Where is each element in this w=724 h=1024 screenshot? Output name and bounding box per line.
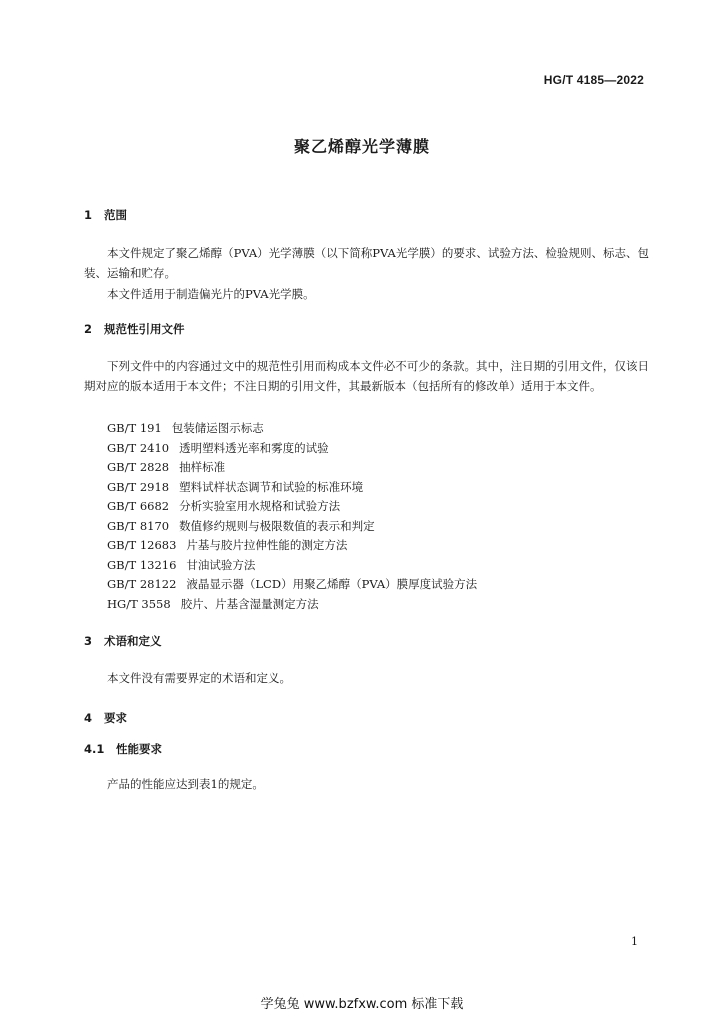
reference-item [107, 536, 477, 556]
page-number: 1 [631, 935, 638, 948]
standard-code: HG/T 4185—2022 [543, 73, 644, 87]
reference-code: GB/T 191 [107, 421, 162, 435]
reference-item [107, 556, 477, 576]
reference-code: GB/T 2410 [107, 440, 170, 455]
reference-code: GB/T 8170 [107, 518, 170, 533]
section-1-paragraph-2: 本文件适用于制造偏光片的PVA光学膜。 [107, 287, 315, 301]
watermark-footer: 学兔兔 www.bzfxw.com 标准下载 [260, 997, 464, 1012]
reference-title: 塑料试样状态调节和试验的标准环境 [179, 479, 364, 494]
reference-title: 甘油试验方法 [186, 557, 256, 572]
subsection-4-1-paragraph: 产品的性能应达到表1的规定。 [107, 777, 264, 791]
reference-item [107, 478, 477, 498]
reference-item [107, 419, 477, 439]
subsection-4-1-heading [84, 741, 162, 757]
reference-title: 包装储运图示标志 [171, 421, 264, 435]
reference-code: GB/T 2828 [107, 460, 170, 474]
reference-item [107, 575, 477, 595]
section-title: 要求 [104, 711, 127, 725]
section-title: 规范性引用文件 [104, 322, 185, 336]
section-1-heading [84, 207, 127, 223]
section-number: 3 [84, 634, 93, 648]
reference-title: 透明塑料透光率和雾度的试验 [179, 440, 329, 455]
section-number: 2 [84, 322, 93, 336]
reference-title: 液晶显示器（LCD）用聚乙烯醇（PVA）膜厚度试验方法 [186, 577, 478, 591]
reference-title: 片基与胶片拉伸性能的测定方法 [186, 538, 348, 552]
reference-code: HG/T 3558 [107, 596, 171, 611]
reference-title: 抽样标准 [179, 460, 226, 474]
section-2-heading [84, 321, 185, 337]
reference-code: GB/T 2918 [107, 479, 170, 494]
section-title: 范围 [104, 208, 127, 222]
section-4-heading [84, 710, 127, 726]
reference-item [107, 439, 477, 459]
reference-title: 分析实验室用水规格和试验方法 [179, 499, 341, 513]
subsection-title: 性能要求 [116, 742, 162, 756]
reference-code: GB/T 28122 [107, 577, 177, 591]
section-title: 术语和定义 [104, 634, 162, 648]
reference-code: GB/T 13216 [107, 557, 177, 572]
reference-item [107, 517, 477, 537]
reference-code: GB/T 6682 [107, 499, 170, 513]
section-number: 4 [84, 711, 93, 725]
section-1-paragraph-1: 本文件规定了聚乙烯醇（PVA）光学薄膜（以下简称PVA光学膜）的要求、试验方法、检验规则、标志、包装、运输和贮存。 [84, 246, 649, 280]
reference-list [107, 419, 477, 614]
reference-title: 胶片、片基含湿量测定方法 [180, 596, 319, 611]
reference-item [107, 497, 477, 517]
section-3-heading [84, 633, 162, 649]
reference-title: 数值修约规则与极限数值的表示和判定 [179, 518, 375, 533]
reference-code: GB/T 12683 [107, 538, 177, 552]
reference-item [107, 595, 477, 615]
document-title: 聚乙烯醇光学薄膜 [293, 137, 430, 156]
reference-item [107, 458, 477, 478]
subsection-number: 4.1 [84, 742, 105, 756]
section-number: 1 [84, 208, 93, 222]
section-3-paragraph: 本文件没有需要界定的术语和定义。 [107, 671, 291, 685]
section-2-intro: 下列文件中的内容通过文中的规范性引用而构成本文件必不可少的条款。其中，注日期的引用文件，仅该日期对应的版本适用于本文件；不注日期的引用文件，其最新版本（包括所有的修改单）适用于本文件。 [84, 359, 649, 393]
